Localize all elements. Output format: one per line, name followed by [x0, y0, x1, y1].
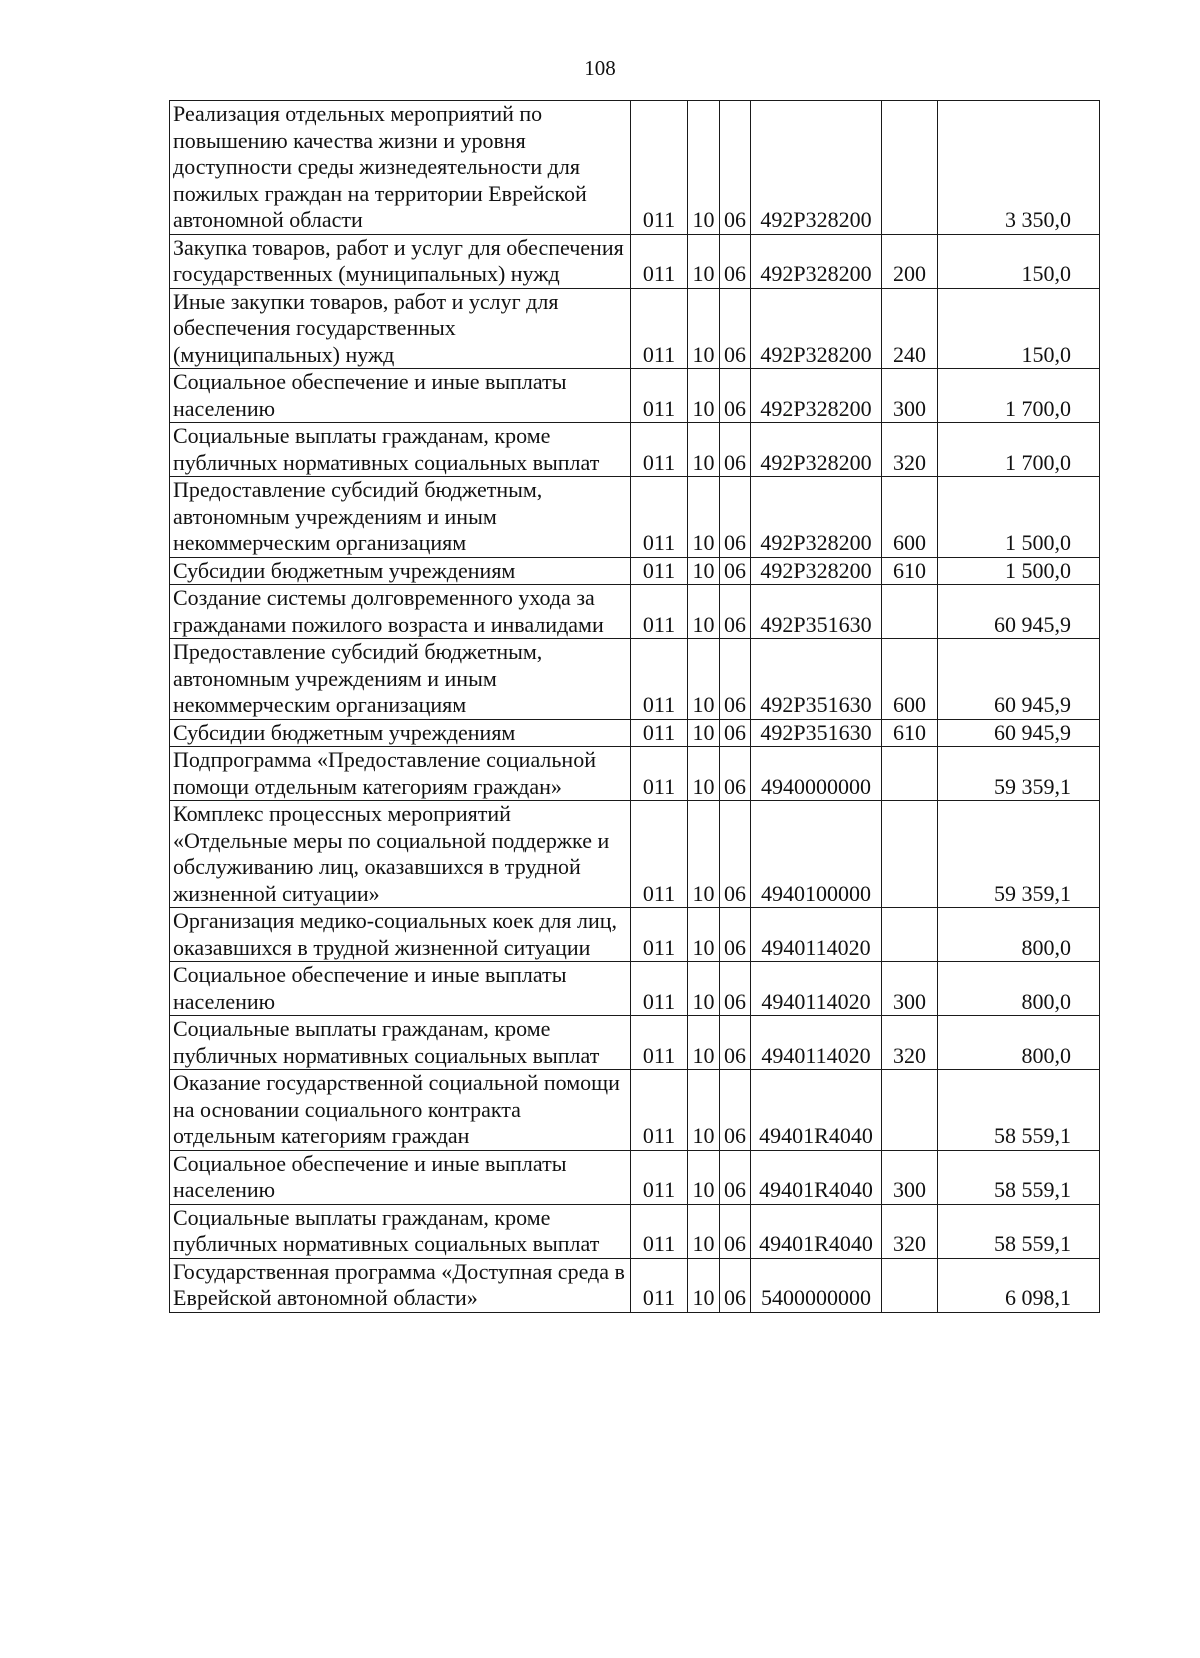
cell-expense-name: Субсидии бюджетным учреждениям [170, 719, 631, 747]
cell-expense-type-code: 610 [882, 719, 938, 747]
cell-grbs-code: 011 [631, 908, 688, 962]
cell-grbs-code: 011 [631, 585, 688, 639]
table-row [170, 423, 1100, 477]
cell-expense-type-code: 300 [882, 962, 938, 1016]
cell-expense-type-code: 200 [882, 234, 938, 288]
cell-expense-type-code [882, 801, 938, 908]
cell-subsection-code: 06 [720, 369, 751, 423]
cell-expense-name: Оказание государственной социальной помощи на основании социального контракта отдельным категориям граждан [170, 1070, 631, 1151]
cell-section-code: 10 [688, 962, 720, 1016]
cell-expense-name: Социальное обеспечение и иные выплаты населению [170, 369, 631, 423]
table-row [170, 234, 1100, 288]
cell-section-code: 10 [688, 234, 720, 288]
cell-amount: 800,0 [938, 962, 1100, 1016]
table-row [170, 585, 1100, 639]
cell-section-code: 10 [688, 719, 720, 747]
table-row [170, 288, 1100, 369]
table-row [170, 557, 1100, 585]
cell-amount: 1 700,0 [938, 423, 1100, 477]
cell-grbs-code: 011 [631, 288, 688, 369]
cell-amount: 60 945,9 [938, 639, 1100, 720]
cell-expense-name: Комплекс процессных мероприятий «Отдельные меры по социальной поддержке и обслуживанию лиц, оказавшихся в трудной жизненной ситуации» [170, 801, 631, 908]
cell-amount: 59 359,1 [938, 747, 1100, 801]
table-row [170, 1204, 1100, 1258]
cell-expense-type-code: 300 [882, 369, 938, 423]
cell-grbs-code: 011 [631, 234, 688, 288]
cell-expense-type-code: 600 [882, 639, 938, 720]
cell-amount: 58 559,1 [938, 1070, 1100, 1151]
cell-target-article-code: 492P328200 [751, 288, 882, 369]
cell-grbs-code: 011 [631, 557, 688, 585]
cell-section-code: 10 [688, 1150, 720, 1204]
cell-expense-name: Социальные выплаты гражданам, кроме публичных нормативных социальных выплат [170, 1204, 631, 1258]
cell-grbs-code: 011 [631, 639, 688, 720]
table-row [170, 719, 1100, 747]
cell-expense-name: Закупка товаров, работ и услуг для обеспечения государственных (муниципальных) нужд [170, 234, 631, 288]
cell-expense-type-code: 300 [882, 1150, 938, 1204]
cell-target-article-code: 5400000000 [751, 1258, 882, 1312]
cell-expense-type-code [882, 908, 938, 962]
cell-section-code: 10 [688, 639, 720, 720]
cell-expense-type-code [882, 585, 938, 639]
cell-amount: 800,0 [938, 908, 1100, 962]
cell-expense-name: Субсидии бюджетным учреждениям [170, 557, 631, 585]
cell-grbs-code: 011 [631, 1258, 688, 1312]
cell-expense-type-code [882, 101, 938, 235]
cell-expense-type-code [882, 1070, 938, 1151]
cell-expense-type-code: 320 [882, 423, 938, 477]
cell-subsection-code: 06 [720, 801, 751, 908]
cell-target-article-code: 49401R4040 [751, 1204, 882, 1258]
cell-section-code: 10 [688, 288, 720, 369]
cell-section-code: 10 [688, 585, 720, 639]
cell-expense-name: Предоставление субсидий бюджетным, автономным учреждениям и иным некоммерческим организациям [170, 477, 631, 558]
cell-section-code: 10 [688, 101, 720, 235]
cell-expense-name: Иные закупки товаров, работ и услуг для обеспечения государственных (муниципальных) нужд [170, 288, 631, 369]
cell-subsection-code: 06 [720, 908, 751, 962]
cell-amount: 58 559,1 [938, 1204, 1100, 1258]
cell-grbs-code: 011 [631, 1070, 688, 1151]
table-row [170, 801, 1100, 908]
cell-grbs-code: 011 [631, 101, 688, 235]
cell-subsection-code: 06 [720, 1150, 751, 1204]
cell-subsection-code: 06 [720, 557, 751, 585]
cell-grbs-code: 011 [631, 423, 688, 477]
cell-subsection-code: 06 [720, 477, 751, 558]
cell-expense-name: Подпрограмма «Предоставление социальной помощи отдельным категориям граждан» [170, 747, 631, 801]
cell-grbs-code: 011 [631, 1204, 688, 1258]
cell-expense-name: Организация медико-социальных коек для лиц, оказавшихся в трудной жизненной ситуации [170, 908, 631, 962]
table-row [170, 962, 1100, 1016]
cell-grbs-code: 011 [631, 962, 688, 1016]
cell-target-article-code: 4940000000 [751, 747, 882, 801]
table-row [170, 1070, 1100, 1151]
cell-section-code: 10 [688, 1070, 720, 1151]
table-row [170, 1258, 1100, 1312]
cell-target-article-code: 4940100000 [751, 801, 882, 908]
cell-amount: 60 945,9 [938, 585, 1100, 639]
cell-subsection-code: 06 [720, 423, 751, 477]
cell-target-article-code: 4940114020 [751, 962, 882, 1016]
cell-target-article-code: 492P328200 [751, 477, 882, 558]
cell-target-article-code: 492P351630 [751, 585, 882, 639]
cell-subsection-code: 06 [720, 719, 751, 747]
cell-expense-type-code [882, 747, 938, 801]
cell-section-code: 10 [688, 423, 720, 477]
cell-expense-name: Создание системы долговременного ухода за гражданами пожилого возраста и инвалидами [170, 585, 631, 639]
cell-amount: 800,0 [938, 1016, 1100, 1070]
cell-section-code: 10 [688, 477, 720, 558]
table-row [170, 639, 1100, 720]
cell-target-article-code: 492P351630 [751, 719, 882, 747]
cell-target-article-code: 49401R4040 [751, 1150, 882, 1204]
cell-target-article-code: 4940114020 [751, 1016, 882, 1070]
cell-amount: 60 945,9 [938, 719, 1100, 747]
cell-amount: 59 359,1 [938, 801, 1100, 908]
table-row [170, 908, 1100, 962]
cell-target-article-code: 4940114020 [751, 908, 882, 962]
cell-grbs-code: 011 [631, 369, 688, 423]
cell-target-article-code: 492P328200 [751, 234, 882, 288]
cell-expense-name: Социальные выплаты гражданам, кроме публичных нормативных социальных выплат [170, 1016, 631, 1070]
cell-section-code: 10 [688, 908, 720, 962]
table-row [170, 477, 1100, 558]
cell-expense-name: Социальное обеспечение и иные выплаты населению [170, 1150, 631, 1204]
cell-grbs-code: 011 [631, 1016, 688, 1070]
cell-subsection-code: 06 [720, 962, 751, 1016]
table-row [170, 1016, 1100, 1070]
cell-target-article-code: 492P328200 [751, 423, 882, 477]
cell-amount: 3 350,0 [938, 101, 1100, 235]
cell-amount: 150,0 [938, 234, 1100, 288]
cell-subsection-code: 06 [720, 288, 751, 369]
cell-expense-name: Государственная программа «Доступная среда в Еврейской автономной области» [170, 1258, 631, 1312]
cell-subsection-code: 06 [720, 1016, 751, 1070]
cell-section-code: 10 [688, 1016, 720, 1070]
cell-subsection-code: 06 [720, 585, 751, 639]
cell-grbs-code: 011 [631, 719, 688, 747]
cell-expense-name: Социальные выплаты гражданам, кроме публичных нормативных социальных выплат [170, 423, 631, 477]
cell-expense-type-code: 320 [882, 1204, 938, 1258]
cell-subsection-code: 06 [720, 747, 751, 801]
cell-section-code: 10 [688, 557, 720, 585]
cell-target-article-code: 49401R4040 [751, 1070, 882, 1151]
cell-section-code: 10 [688, 747, 720, 801]
cell-target-article-code: 492P328200 [751, 369, 882, 423]
cell-grbs-code: 011 [631, 747, 688, 801]
cell-amount: 1 700,0 [938, 369, 1100, 423]
cell-amount: 1 500,0 [938, 557, 1100, 585]
cell-amount: 150,0 [938, 288, 1100, 369]
table-row [170, 369, 1100, 423]
cell-subsection-code: 06 [720, 234, 751, 288]
cell-amount: 58 559,1 [938, 1150, 1100, 1204]
cell-target-article-code: 492P328200 [751, 557, 882, 585]
cell-expense-type-code: 240 [882, 288, 938, 369]
cell-expense-type-code [882, 1258, 938, 1312]
cell-expense-name: Социальное обеспечение и иные выплаты населению [170, 962, 631, 1016]
table-row [170, 747, 1100, 801]
cell-subsection-code: 06 [720, 639, 751, 720]
cell-section-code: 10 [688, 1258, 720, 1312]
cell-subsection-code: 06 [720, 1204, 751, 1258]
cell-expense-type-code: 610 [882, 557, 938, 585]
cell-subsection-code: 06 [720, 101, 751, 235]
cell-grbs-code: 011 [631, 1150, 688, 1204]
page-number: 108 [584, 56, 616, 80]
cell-subsection-code: 06 [720, 1070, 751, 1151]
cell-section-code: 10 [688, 801, 720, 908]
cell-grbs-code: 011 [631, 477, 688, 558]
cell-section-code: 10 [688, 1204, 720, 1258]
cell-amount: 6 098,1 [938, 1258, 1100, 1312]
table-row [170, 1150, 1100, 1204]
cell-section-code: 10 [688, 369, 720, 423]
cell-expense-name: Предоставление субсидий бюджетным, автономным учреждениям и иным некоммерческим организациям [170, 639, 631, 720]
cell-grbs-code: 011 [631, 801, 688, 908]
cell-expense-type-code: 320 [882, 1016, 938, 1070]
cell-amount: 1 500,0 [938, 477, 1100, 558]
cell-expense-name: Реализация отдельных мероприятий по повышению качества жизни и уровня доступности среды жизнедеятельности для пожилых граждан на территории Еврейской автономной области [170, 101, 631, 235]
table-row [170, 101, 1100, 235]
cell-expense-type-code: 600 [882, 477, 938, 558]
budget-table [169, 100, 1100, 1313]
cell-target-article-code: 492P351630 [751, 639, 882, 720]
budget-table-body [170, 101, 1100, 1313]
cell-target-article-code: 492P328200 [751, 101, 882, 235]
cell-subsection-code: 06 [720, 1258, 751, 1312]
